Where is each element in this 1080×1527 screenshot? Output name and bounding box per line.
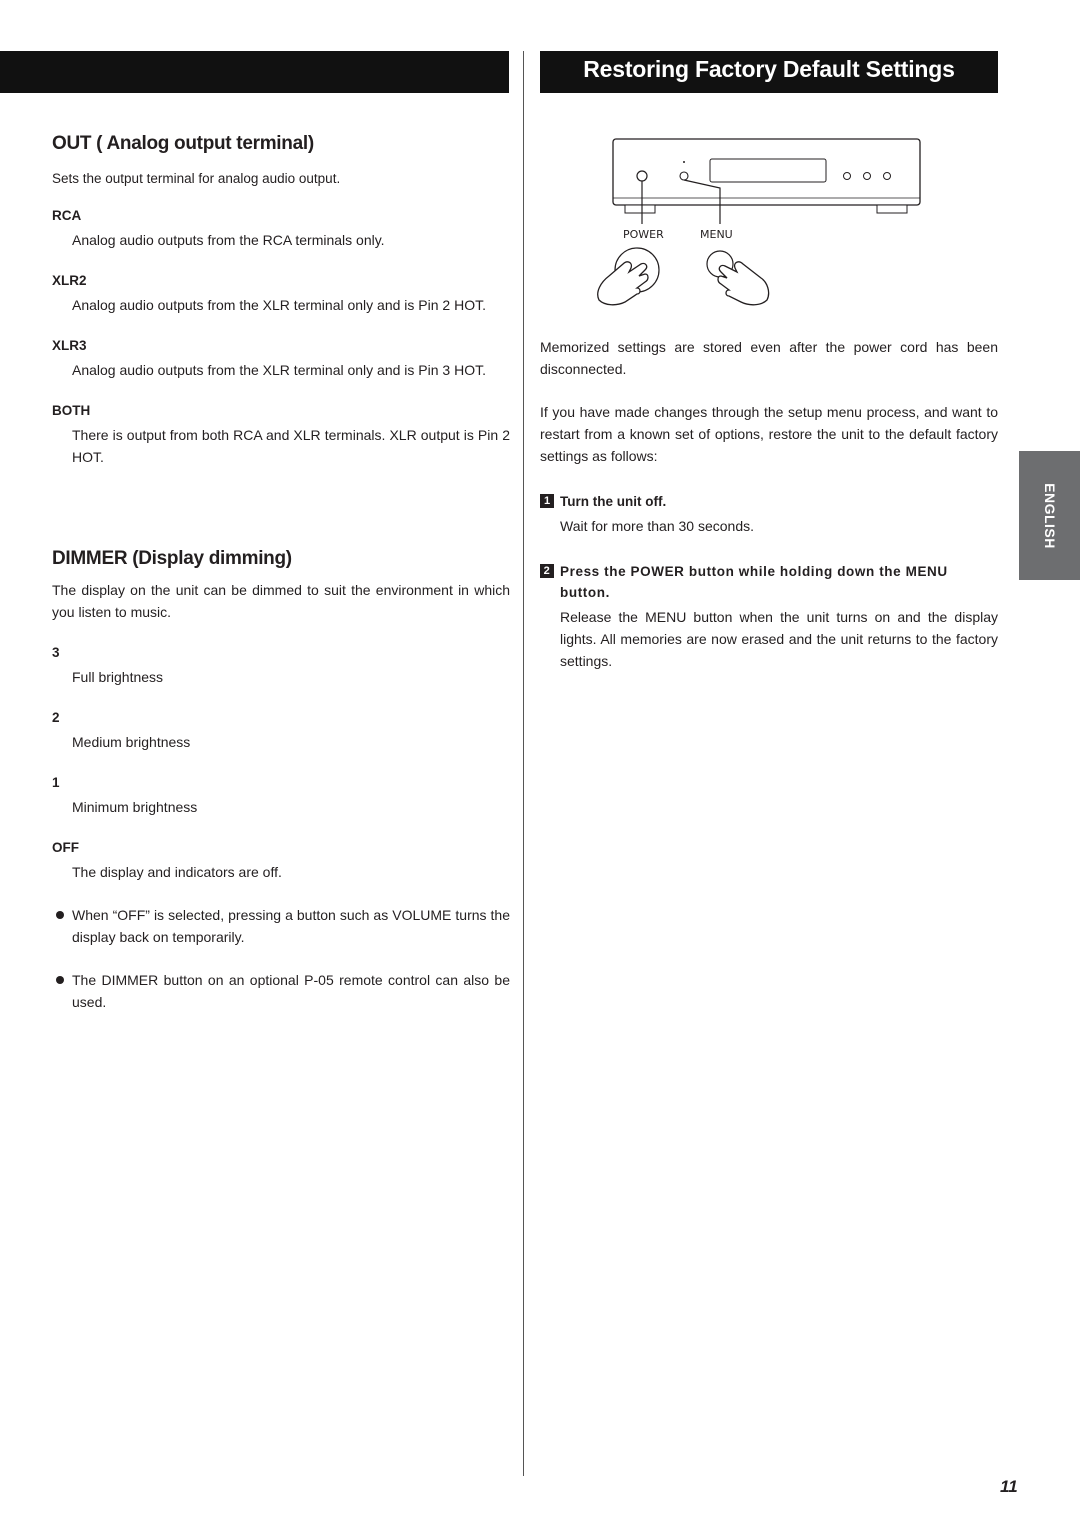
power-label: POWER: [623, 228, 664, 241]
dimmer-item-3: [52, 644, 510, 688]
out-item-xlr2: [52, 272, 510, 316]
out-desc: Analog audio outputs from the XLR terminal only and is Pin 3 HOT.: [72, 362, 486, 378]
out-term: RCA: [52, 208, 82, 223]
left-column: [52, 133, 510, 1013]
step-heading: [540, 491, 998, 512]
dimmer-item-2: [52, 709, 510, 753]
dimmer-term: 1: [52, 775, 60, 790]
page-title: Restoring Factory Default Settings: [583, 56, 955, 82]
menu-label: MENU: [700, 228, 733, 241]
step-title: Turn the unit off.: [560, 494, 667, 509]
step-desc: Wait for more than 30 seconds.: [560, 518, 755, 534]
dimmer-desc: Minimum brightness: [72, 799, 198, 815]
dimmer-note-text: When “OFF” is selected, pressing a button such as VOLUME turns the display back on temporarily.: [72, 907, 510, 945]
language-tab-label: ENGLISH: [1041, 482, 1058, 549]
out-term: XLR3: [52, 338, 87, 353]
bullet-icon: [56, 911, 64, 919]
step-desc: Release the MENU button when the unit turns on and the display lights. All memories are now erased and the unit returns to the factory settings.: [560, 609, 998, 669]
bullet-icon: [56, 976, 64, 984]
dimmer-note: [52, 904, 510, 948]
out-section-title: OUT ( Analog output terminal): [52, 133, 314, 154]
dimmer-term: 3: [52, 645, 60, 660]
out-desc: Analog audio outputs from the RCA terminals only.: [72, 232, 385, 248]
page-number: 11: [1000, 1477, 1018, 1496]
out-item-rca: [52, 207, 510, 251]
step-title: Press the POWER button while holding down the MENU button.: [560, 564, 948, 600]
left-header-bar: [0, 51, 509, 93]
dimmer-desc: Medium brightness: [72, 734, 191, 750]
right-header-bar: [540, 51, 998, 93]
memory-paragraph: Memorized settings are stored even after the power cord has been disconnected.: [540, 339, 998, 377]
out-term: BOTH: [52, 403, 91, 418]
dimmer-note-text: The DIMMER button on an optional P-05 remote control can also be used.: [72, 972, 510, 1010]
step-heading: [540, 561, 998, 603]
step-2: [540, 561, 998, 672]
step-1: [540, 491, 998, 537]
dimmer-section-title: DIMMER (Display dimming): [52, 548, 292, 569]
dimmer-desc: Full brightness: [72, 669, 164, 685]
out-desc: Analog audio outputs from the XLR terminal only and is Pin 2 HOT.: [72, 297, 486, 313]
out-item-both: [52, 402, 510, 468]
dimmer-item-off: [52, 839, 510, 883]
dimmer-item-1: [52, 774, 510, 818]
dimmer-desc: The display and indicators are off.: [72, 864, 282, 880]
front-panel-illustration: [585, 132, 930, 312]
right-column: [540, 336, 998, 672]
dimmer-term: 2: [52, 710, 60, 725]
out-item-xlr3: [52, 337, 510, 381]
step-number-badge: 1: [540, 494, 554, 508]
out-term: XLR2: [52, 273, 87, 288]
dimmer-term: OFF: [52, 840, 79, 855]
out-desc: There is output from both RCA and XLR terminals. XLR output is Pin 2 HOT.: [72, 427, 510, 465]
dimmer-note: [52, 969, 510, 1013]
column-divider: [523, 51, 524, 1476]
step-number-badge: 2: [540, 564, 554, 578]
dimmer-intro: The display on the unit can be dimmed to suit the environment in which you listen to music.: [52, 582, 510, 620]
out-intro: Sets the output terminal for analog audio output.: [52, 171, 341, 186]
restore-paragraph: If you have made changes through the setup menu process, and want to restart from a known set of options, restore the unit to the default factory settings as follows:: [540, 404, 998, 464]
language-tab: [1019, 451, 1080, 580]
